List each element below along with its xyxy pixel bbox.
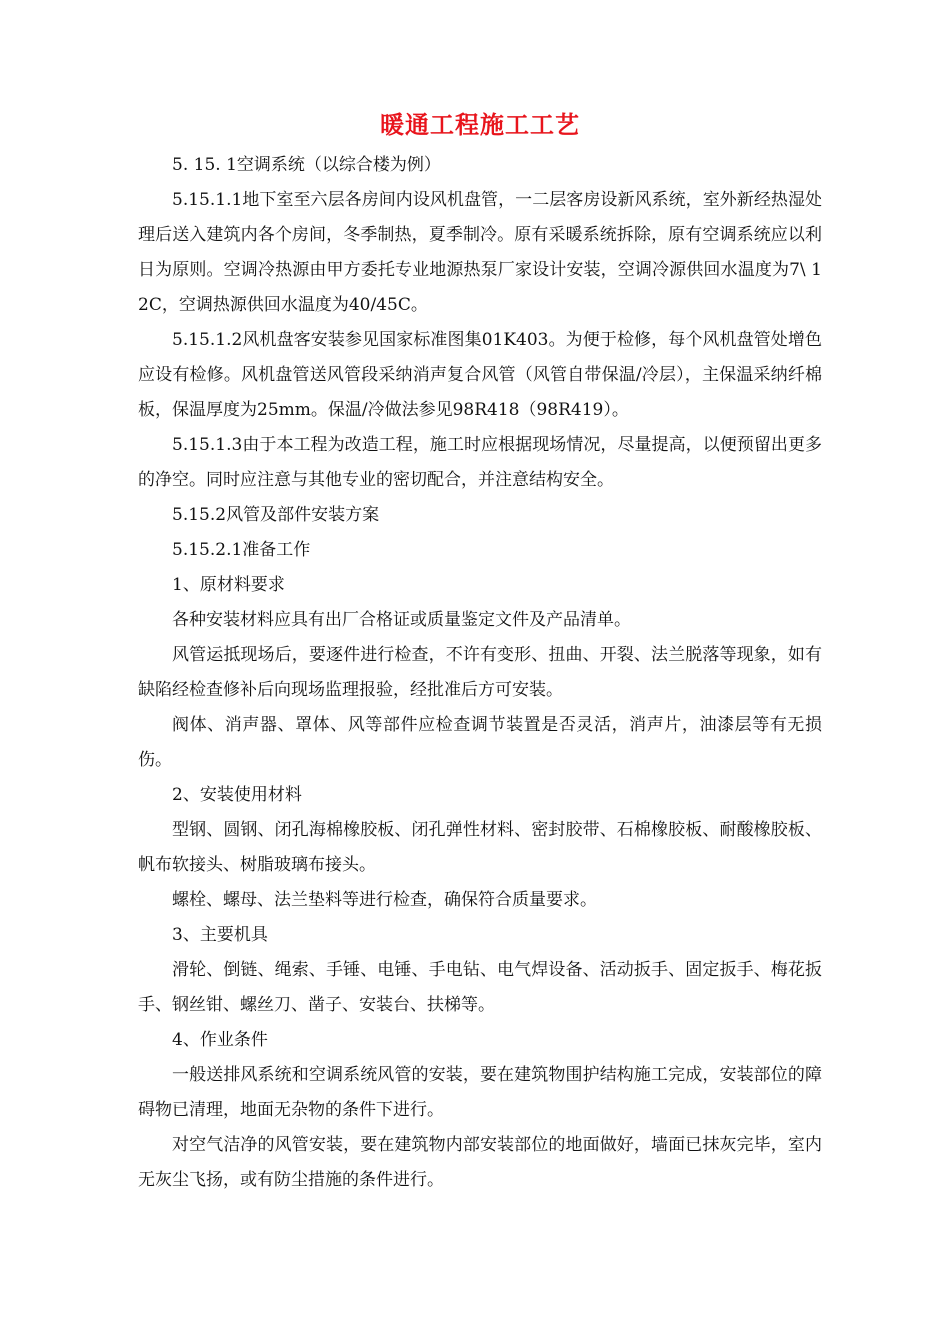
subheading-installation-materials: 2、安装使用材料 — [172, 785, 302, 805]
subheading-work-conditions: 4、作业条件 — [172, 1030, 268, 1050]
subheading-raw-materials: 1、原材料要求 — [172, 575, 285, 595]
paragraph-clean-air-conditions: 对空气洁净的风管安装，要在建筑物内部安装部位的地面做好，墙面已抹灰完毕，室内无灰尘飞扬，或有防尘措施的条件进行。 — [138, 1135, 822, 1190]
section-heading-5-15-1: 5. 15. 1空调系统（以综合楼为例） — [172, 155, 441, 175]
paragraph-bolt-inspection: 螺栓、螺母、法兰垫料等进行检查，确保符合质量要求。 — [172, 890, 597, 910]
paragraph-5-15-1-2: 5.15.1.2风机盘客安装参见国家标准图集01K403。为便于检修，每个风机盘管处增色应设有检修。风机盘管送风管段采纳消声复合风管（风管自带保温/冷层），主保温采纳纤棉板，保温厚度为25mm。保温/冷做法参见98R418（98R419）。 — [138, 330, 822, 420]
paragraph-material-list: 型钢、圆钢、闭孔海棉橡胶板、闭孔弹性材料、密封胶带、石棉橡胶板、耐酸橡胶板、帆布软接头、树脂玻璃布接头。 — [138, 820, 822, 875]
paragraph-general-conditions: 一般送排风系统和空调系统风管的安装，要在建筑物围护结构施工完成，安装部位的障碍物已清理，地面无杂物的条件下进行。 — [138, 1065, 822, 1120]
paragraph-component-inspection: 阀体、消声器、罩体、风等部件应检查调节装置是否灵活，消声片，油漆层等有无损伤。 — [138, 715, 822, 770]
paragraph-tool-list: 滑轮、倒链、绳索、手锤、电锤、手电钻、电气焊设备、活动扳手、固定扳手、梅花扳手、钢丝钳、螺丝刀、凿子、安装台、扶梯等。 — [138, 960, 822, 1015]
subheading-main-tools: 3、主要机具 — [172, 925, 268, 945]
document-title: 暖通工程施工工艺 — [380, 110, 580, 139]
paragraph-materials-certificates: 各种安装材料应具有出厂合格证或质量鉴定文件及产品清单。 — [172, 610, 631, 630]
section-heading-5-15-2-1: 5.15.2.1准备工作 — [172, 540, 311, 560]
document-page — [138, 108, 822, 1198]
paragraph-5-15-1-3: 5.15.1.3由于本工程为改造工程，施工时应根据现场情况，尽量提高，以便预留出更多的净空。同时应注意与其他专业的密切配合，并注意结构安全。 — [138, 435, 822, 490]
section-heading-5-15-2: 5.15.2风管及部件安装方案 — [172, 505, 380, 525]
paragraph-duct-inspection: 风管运抵现场后，要逐件进行检查，不许有变形、扭曲、开裂、法兰脱落等现象，如有缺陷经检查修补后向现场监理报验，经批准后方可安装。 — [138, 645, 822, 700]
paragraph-5-15-1-1: 5.15.1.1地下室至六层各房间内设风机盘管，一二层客房设新风系统，室外新经热湿处理后送入建筑内各个房间，冬季制热，夏季制冷。原有采暖系统拆除，原有空调系统应以利日为原则。空调冷热源由甲方委托专业地源热泵厂家设计安装，空调冷源供回水温度为7\ 12C，空调热源供回水温度为40/45C。 — [138, 190, 822, 315]
